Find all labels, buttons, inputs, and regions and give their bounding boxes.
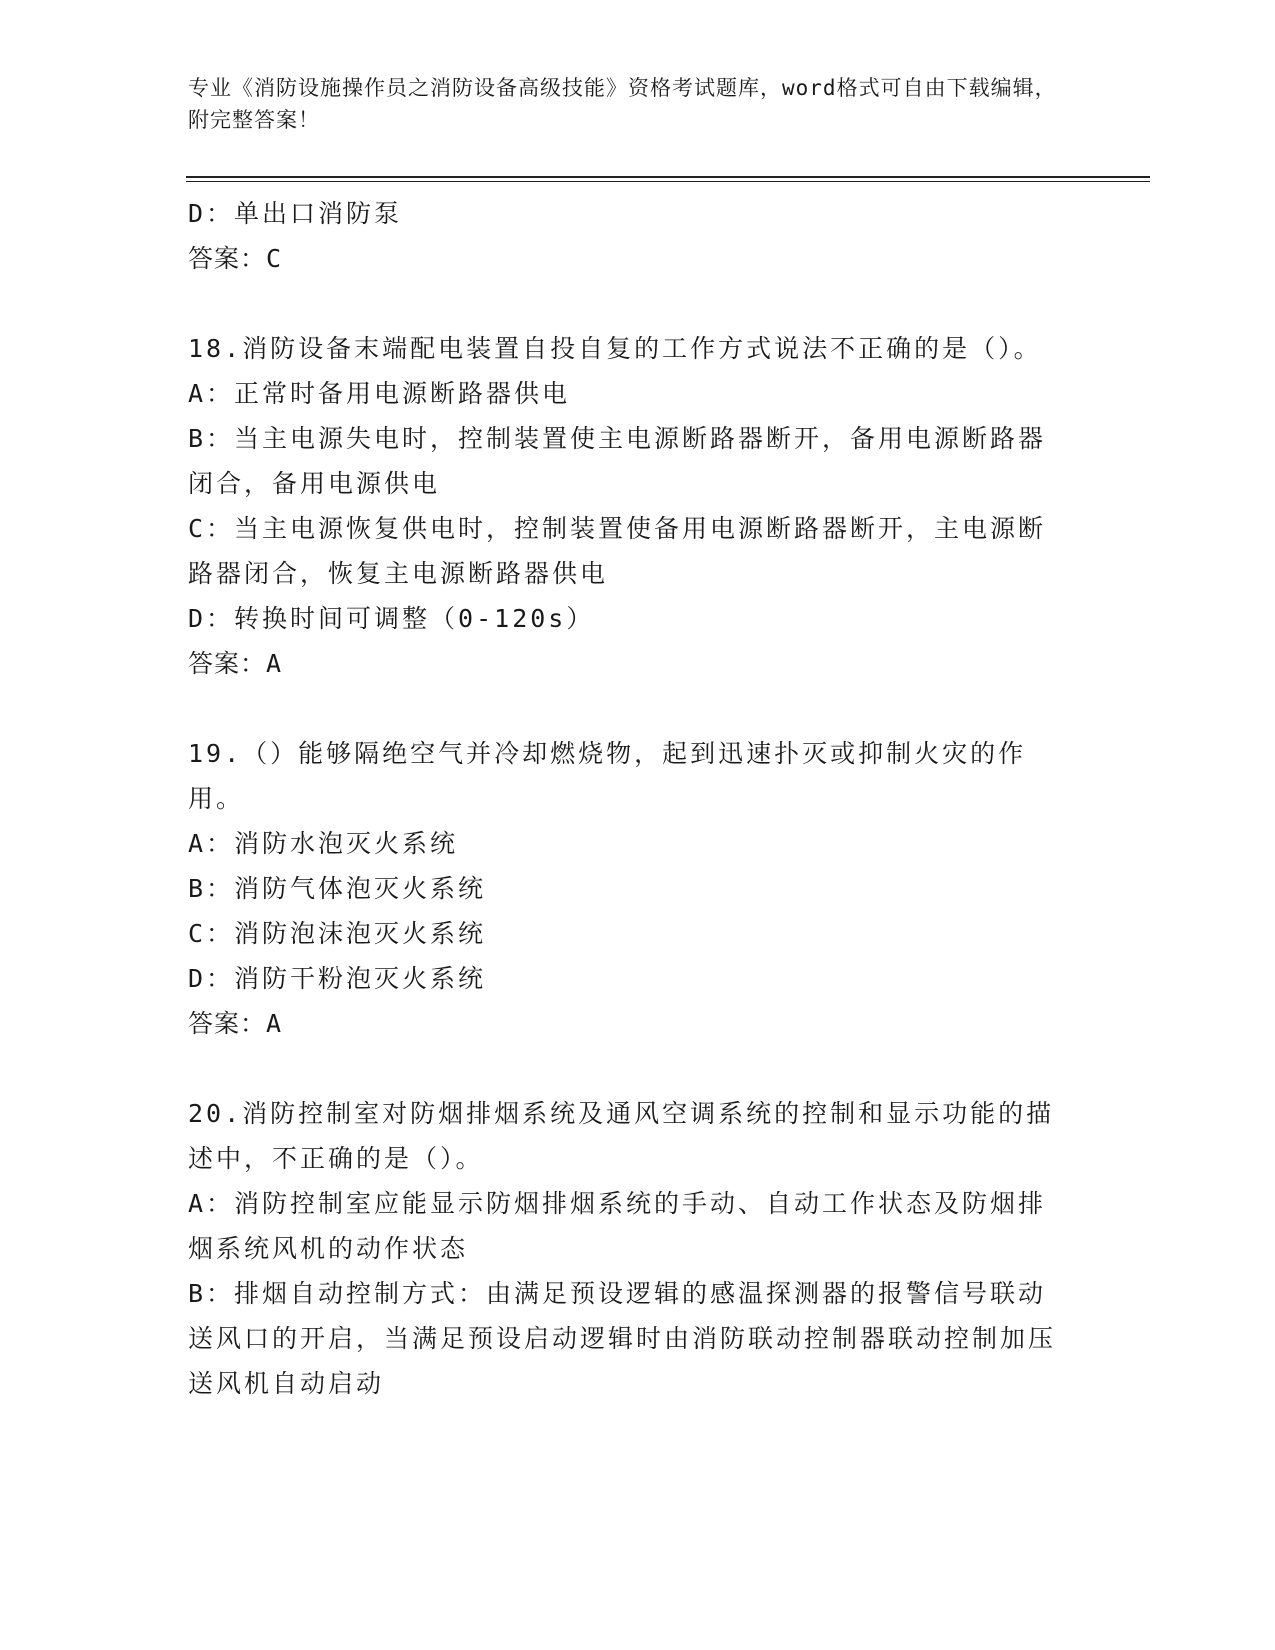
- carryover-option-d: D：单出口消防泵: [188, 199, 403, 228]
- answer: 答案：A: [188, 649, 283, 678]
- option-b: B：当主电源失电时，控制装置使主电源断路器断开，备用电源断路器闭合，备用电源供电: [188, 424, 1047, 498]
- option-a: A：正常时备用电源断路器供电: [188, 379, 571, 408]
- question-stem: 19.（）能够隔绝空气并冷却燃烧物，起到迅速扑灭或抑制火灾的作用。: [188, 739, 1027, 813]
- question-stem: 18.消防设备末端配电装置自投自复的工作方式说法不正确的是（）。: [188, 334, 1042, 363]
- option-c: C：消防泡沫泡灭火系统: [188, 919, 487, 948]
- answer: 答案：A: [188, 1009, 283, 1038]
- question-19: [188, 731, 1068, 1046]
- spacer: [188, 1046, 1068, 1091]
- spacer: [188, 686, 1068, 731]
- header-rule-thick: [186, 176, 1150, 178]
- document-header: 专业《消防设施操作员之消防设备高级技能》资格考试题库，word格式可自由下载编辑，附完整答案！: [188, 76, 1057, 132]
- option-a: A：消防水泡灭火系统: [188, 829, 459, 858]
- option-b: B：消防气体泡灭火系统: [188, 874, 487, 903]
- header-rule-thin: [186, 181, 1150, 182]
- option-a: A：消防控制室应能显示防烟排烟系统的手动、自动工作状态及防烟排烟系统风机的动作状态: [188, 1189, 1047, 1263]
- option-d: D：消防干粉泡灭火系统: [188, 964, 487, 993]
- question-stem: 20.消防控制室对防烟排烟系统及通风空调系统的控制和显示功能的描述中，不正确的是（）。: [188, 1099, 1055, 1173]
- document-body: [188, 191, 1068, 1406]
- question-18: [188, 326, 1068, 686]
- spacer: [188, 281, 1068, 326]
- carryover-answer: 答案：C: [188, 244, 283, 273]
- option-c: C：当主电源恢复供电时，控制装置使备用电源断路器断开，主电源断路器闭合，恢复主电源断路器供电: [188, 514, 1047, 588]
- question-20: [188, 1091, 1068, 1406]
- option-d: D：转换时间可调整（0-120s）: [188, 604, 595, 633]
- option-b: B：排烟自动控制方式：由满足预设逻辑的感温探测器的报警信号联动送风口的开启，当满足预设启动逻辑时由消防联动控制器联动控制加压送风机自动启动: [188, 1279, 1057, 1398]
